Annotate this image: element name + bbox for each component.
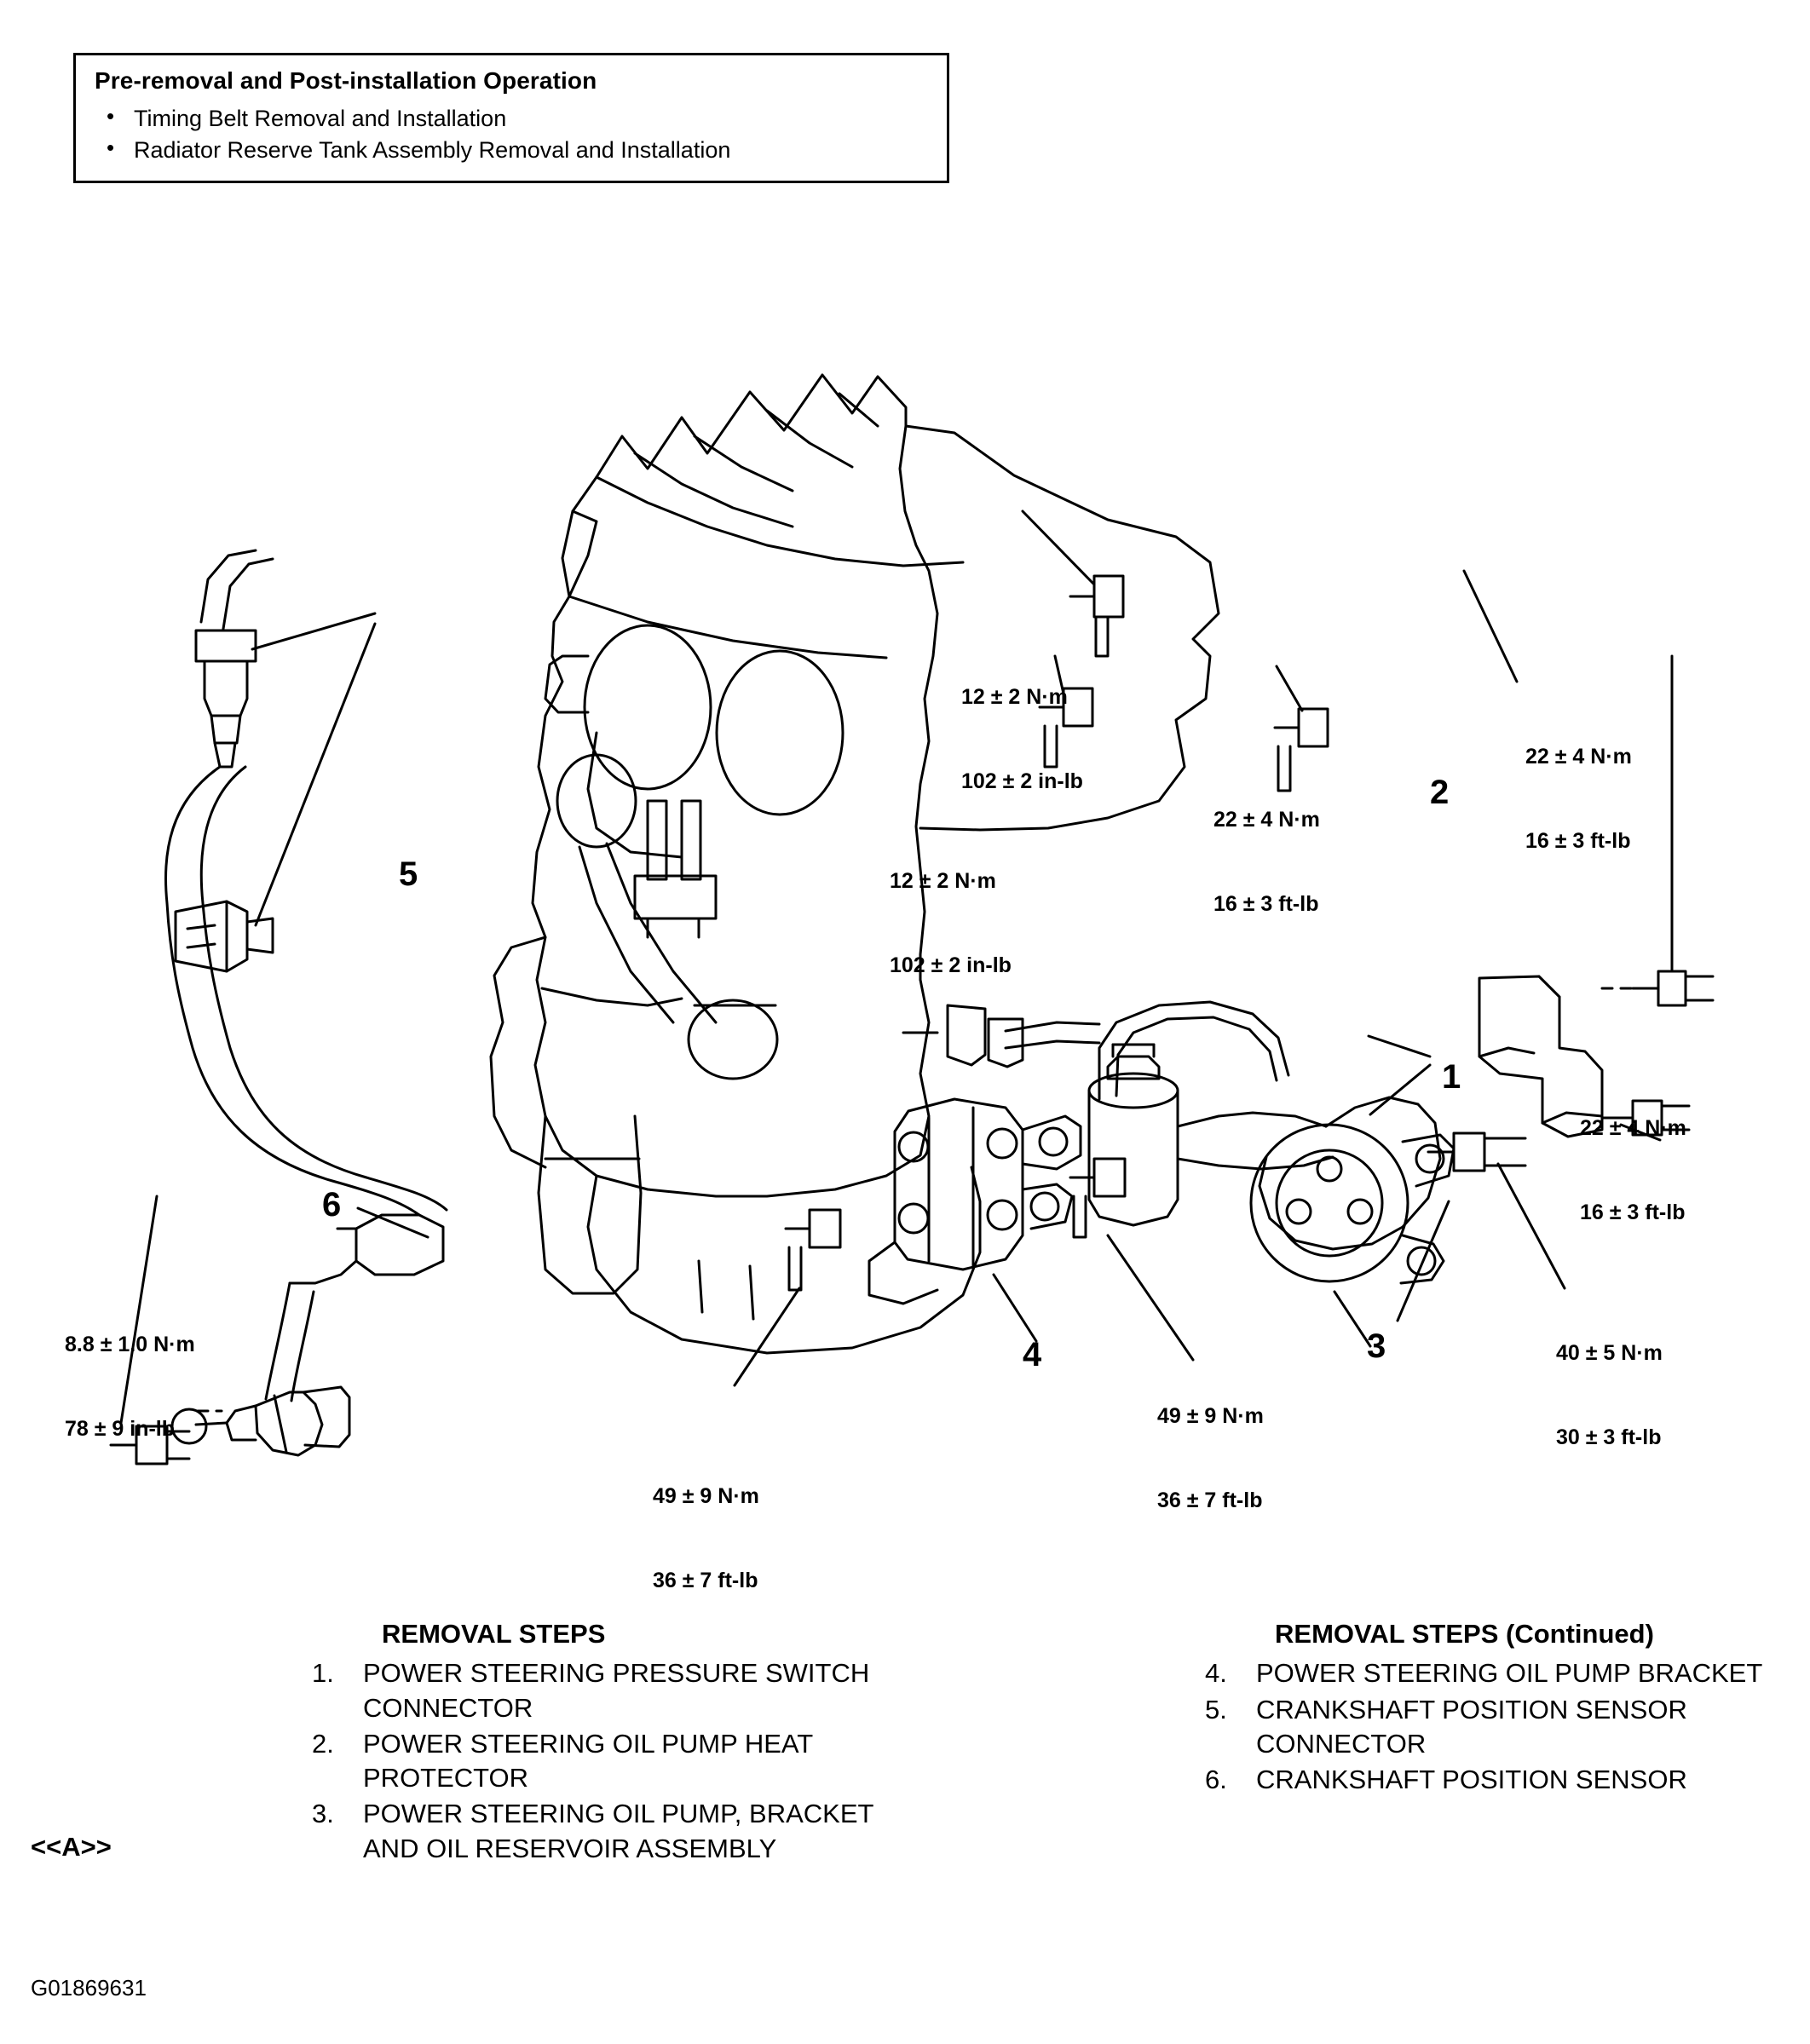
torque-line-2: 102 ± 2 in-lb [961,769,1083,793]
removal-step-item [1193,1656,1773,1690]
step-text: POWER STEERING PRESSURE SWITCH CONNECTOR [363,1658,870,1723]
torque-label-49nm-center [1157,1346,1264,1571]
torque-line-2: 16 ± 3 ft-lb [1213,892,1319,916]
torque-line-2: 30 ± 3 ft-lb [1556,1425,1662,1449]
torque-line-1: 22 ± 4 N·m [1213,808,1320,832]
torque-line-2: 16 ± 3 ft-lb [1525,829,1631,853]
torque-line-1: 40 ± 5 N·m [1556,1341,1663,1365]
torque-label-8-8nm [65,1275,195,1500]
torque-line-2: 36 ± 7 ft-lb [653,1569,758,1592]
torque-line-2: 16 ± 3 ft-lb [1580,1200,1686,1224]
step-number: 1. [312,1658,334,1689]
step-number: 6. [1205,1765,1227,1795]
removal-step-item [1193,1693,1773,1762]
callout-2: 2 [1430,774,1450,811]
removal-step-item [300,1727,888,1796]
pre-removal-note-box [73,53,949,183]
removal-steps-title: REMOVAL STEPS [382,1619,606,1649]
callout-3: 3 [1367,1327,1386,1365]
removal-steps-continued-title: REMOVAL STEPS (Continued) [1275,1619,1654,1649]
torque-line-1: 8.8 ± 1.0 N·m [65,1333,195,1356]
removal-step-item [1193,1763,1773,1797]
step-text: POWER STEERING OIL PUMP HEAT PROTECTOR [363,1728,813,1794]
torque-label-22nm-upper-right [1525,687,1632,912]
callout-5: 5 [399,855,418,893]
torque-label-22nm-center [1213,750,1320,975]
figure-id: G01869631 [31,1975,147,2001]
step-text: POWER STEERING OIL PUMP, BRACKET AND OIL RESERVOIR ASSEMBLY [363,1799,873,1863]
torque-line-1: 12 ± 2 N·m [890,869,996,893]
section-marker-a: <<A>> [31,1832,112,1862]
torque-label-12nm-second [890,811,1012,1036]
torque-label-40nm [1556,1283,1663,1508]
note-item: • Radiator Reserve Tank Assembly Removal and Installation [95,135,931,166]
step-text: CRANKSHAFT POSITION SENSOR CONNECTOR [1256,1694,1687,1759]
torque-line-1: 49 ± 9 N·m [1157,1404,1264,1428]
step-number: 4. [1205,1658,1227,1689]
note-item: • Timing Belt Removal and Installation [95,103,931,135]
step-text: CRANKSHAFT POSITION SENSOR [1256,1765,1687,1795]
note-list [95,103,931,167]
removal-step-item [300,1797,888,1866]
step-number: 2. [312,1728,334,1759]
callout-1: 1 [1442,1058,1461,1096]
removal-step-item [300,1656,888,1725]
torque-label-22nm-lower-right [1580,1058,1686,1283]
torque-line-2: 36 ± 7 ft-lb [1157,1488,1263,1512]
step-number: 5. [1205,1694,1227,1724]
callout-4: 4 [1023,1336,1042,1373]
note-title: Pre-removal and Post-installation Operation [95,67,597,94]
callout-6: 6 [322,1186,342,1224]
removal-steps-right [1193,1617,1773,1799]
torque-line-2: 78 ± 9 in-lb [65,1417,176,1441]
torque-line-2: 102 ± 2 in-lb [890,953,1012,977]
torque-line-1: 12 ± 2 N·m [961,685,1068,709]
step-text: POWER STEERING OIL PUMP BRACKET [1256,1658,1763,1689]
torque-line-1: 22 ± 4 N·m [1525,745,1632,769]
removal-steps-left [300,1617,888,1868]
torque-line-1: 22 ± 4 N·m [1580,1116,1686,1140]
step-number: 3. [312,1799,334,1829]
torque-line-1: 49 ± 9 N·m [653,1484,759,1508]
